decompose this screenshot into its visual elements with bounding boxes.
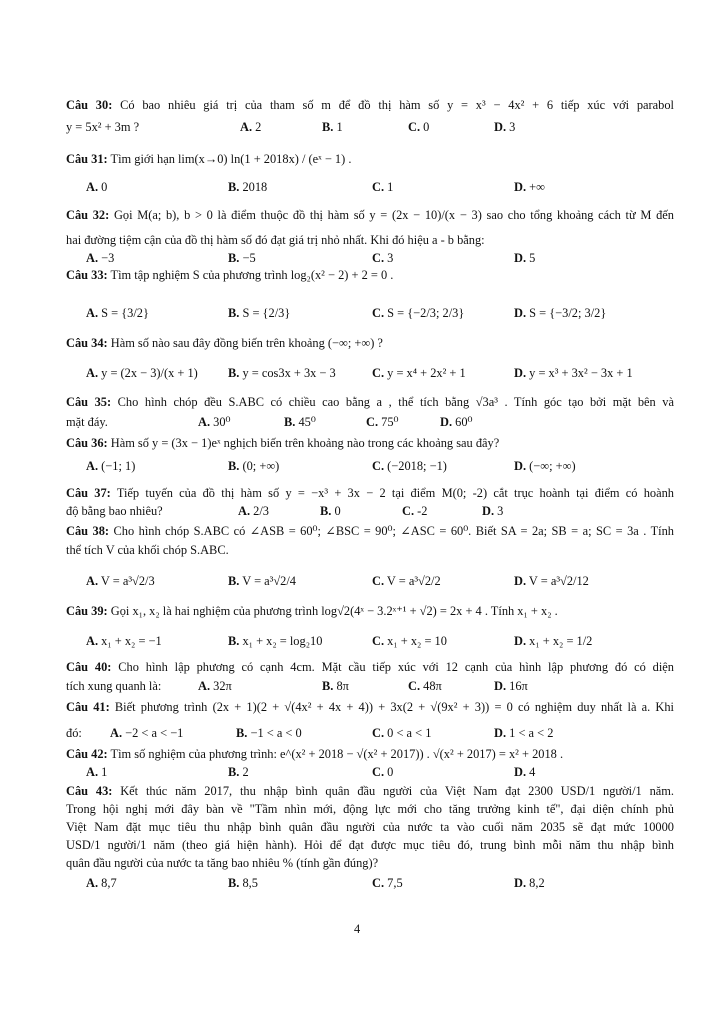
option-c: C. (−2018; −1) bbox=[372, 459, 447, 473]
question-33: Câu 33: Tìm tập nghiệm S của phương trình log₂(x² − 2) + 2 = 0 . bbox=[66, 268, 394, 282]
option-d: D. S = {−3/2; 3/2} bbox=[514, 306, 607, 320]
option-b: B. 8,5 bbox=[228, 876, 258, 890]
option-c: C. S = {−2/3; 2/3} bbox=[372, 306, 465, 320]
question-36: Câu 36: Hàm số y = (3x − 1)eˣ nghịch biến trên khoảng nào trong các khoảng sau đây? bbox=[66, 436, 500, 450]
option-d: D. 60⁰ bbox=[440, 415, 473, 429]
option-b: B. 2 bbox=[228, 765, 249, 779]
option-a: A. 32π bbox=[198, 679, 232, 693]
option-d: D. 5 bbox=[514, 251, 536, 265]
option-c: C. 48π bbox=[408, 679, 442, 693]
option-b: B. 45⁰ bbox=[284, 415, 316, 429]
option-a: A. 1 bbox=[86, 765, 108, 779]
option-a: A. V = a³√2/3 bbox=[86, 574, 155, 588]
question-30-line-1: Câu 30: Có bao nhiêu giá trị của tham số m để đồ thị hàm số y = x³ − 4x² + 6 tiếp xúc với parabol bbox=[66, 98, 674, 112]
option-c: C. 0 < a < 1 bbox=[372, 726, 432, 740]
question-43-line-4: USD/1 người/1 năm (theo giá hiện hành). Hỏi để đạt được mục tiêu đó, trung bình mỗi năm thu nhập bình bbox=[66, 838, 674, 852]
option-b: B. (0; +∞) bbox=[228, 459, 280, 473]
option-c: C. 1 bbox=[372, 180, 394, 194]
question-30-line-2: y = 5x² + 3m ? bbox=[66, 120, 140, 134]
option-b: B. −1 < a < 0 bbox=[236, 726, 302, 740]
question-43-line-5: quân đầu người của nước ta tăng bao nhiêu % (tính gần đúng)? bbox=[66, 856, 379, 870]
option-a: A. −3 bbox=[86, 251, 115, 265]
question-43-line-3: Việt Nam đặt mục tiêu thu nhập bình quân đầu người của nước ta vào cuối năm 2035 sẽ đạt mức 10000 bbox=[66, 820, 674, 834]
option-b: B. y = cos3x + 3x − 3 bbox=[228, 366, 336, 380]
option-d: D. (−∞; +∞) bbox=[514, 459, 576, 473]
page-number: 4 bbox=[354, 922, 361, 936]
question-42: Câu 42: Tìm số nghiệm của phương trình: e^(x² + 2018 − √(x² + 2017)) . √(x² + 2017) = x² + 2018 . bbox=[66, 747, 564, 761]
question-43-line-2: Trong hội nghị mới đây bàn về "Tầm nhìn mới, động lực mới cho tăng trưởng kinh tế", đại diện chính phủ bbox=[66, 802, 674, 816]
option-c: C. 7,5 bbox=[372, 876, 403, 890]
question-32-line-1: Câu 32: Gọi M(a; b), b > 0 là điểm thuộc đồ thị hàm số y = (2x − 10)/(x − 3) sao cho tổng khoảng cách từ M đến bbox=[66, 208, 674, 222]
option-c: C. y = x⁴ + 2x² + 1 bbox=[372, 366, 466, 380]
option-d: D. 16π bbox=[494, 679, 528, 693]
question-34: Câu 34: Hàm số nào sau đây đồng biến trên khoảng (−∞; +∞) ? bbox=[66, 336, 383, 350]
question-38-line-1: Câu 38: Cho hình chóp S.ABC có ∠ASB = 60⁰; ∠BSC = 90⁰; ∠ASC = 60⁰. Biết SA = 2a; SB = a; SC = 3a . Tính bbox=[66, 524, 675, 538]
question-37-line-1: Câu 37: Tiếp tuyến của đồ thị hàm số y = −x³ + 3x − 2 tại điểm M(0; -2) cắt trục hoành tại điểm có hoành bbox=[66, 486, 674, 500]
option-d: D. 8,2 bbox=[514, 876, 545, 890]
question-39: Câu 39: Gọi x₁, x₂ là hai nghiệm của phương trình log√2(4ˣ − 3.2ˣ⁺¹ + √2) = 2x + 4 . Tính x₁ + x₂ . bbox=[66, 604, 558, 618]
option-a: A. −2 < a < −1 bbox=[110, 726, 184, 740]
question-35-line-2: mặt đáy. bbox=[66, 415, 108, 429]
question-43-line-1: Câu 43: Kết thúc năm 2017, thu nhập bình quân đầu người của Việt Nam đạt 2300 USD/1 người/1 năm. bbox=[66, 784, 674, 798]
question-37-line-2: độ bằng bao nhiêu? bbox=[66, 504, 163, 518]
question-40-line-1: Câu 40: Cho hình lập phương có cạnh 4cm. Mặt cầu tiếp xúc với 12 cạnh của hình lập phương đó có diện bbox=[66, 660, 674, 674]
option-d: D. 1 < a < 2 bbox=[494, 726, 554, 740]
option-a: A. 2/3 bbox=[238, 504, 269, 518]
option-b: B. 0 bbox=[320, 504, 341, 518]
option-c: C. 75⁰ bbox=[366, 415, 399, 429]
question-35-line-1: Câu 35: Cho hình chóp đều S.ABC có chiều cao bằng a , thể tích bằng √3a³ . Tính góc tạo bởi mặt bên và bbox=[66, 395, 674, 409]
question-40-line-2: tích xung quanh là: bbox=[66, 679, 162, 693]
option-a: A. S = {3/2} bbox=[86, 306, 149, 320]
option-a: A. 30⁰ bbox=[198, 415, 231, 429]
option-d: D. 4 bbox=[514, 765, 536, 779]
option-a: A. x₁ + x₂ = −1 bbox=[86, 634, 162, 648]
option-a: A. y = (2x − 3)/(x + 1) bbox=[86, 366, 198, 380]
option-a: A. 8,7 bbox=[86, 876, 117, 890]
option-a: A. 2 bbox=[240, 120, 262, 134]
question-41-line-1: Câu 41: Biết phương trình (2x + 1)(2 + √(4x² + 4x + 4)) + 3x(2 + √(9x² + 3)) = 0 có nghiệm duy nhất là a. Khi bbox=[66, 700, 674, 714]
option-d: D. y = x³ + 3x² − 3x + 1 bbox=[514, 366, 633, 380]
option-b: B. S = {2/3} bbox=[228, 306, 291, 320]
option-c: C. 0 bbox=[408, 120, 430, 134]
question-38-line-2: thể tích V của khối chóp S.ABC. bbox=[66, 543, 229, 557]
option-d: D. 3 bbox=[494, 120, 516, 134]
option-b: B. x₁ + x₂ = log₂10 bbox=[228, 634, 323, 648]
option-a: A. (−1; 1) bbox=[86, 459, 136, 473]
option-b: B. V = a³√2/4 bbox=[228, 574, 297, 588]
option-a: A. 0 bbox=[86, 180, 108, 194]
option-c: C. -2 bbox=[402, 504, 428, 518]
option-d: D. x₁ + x₂ = 1/2 bbox=[514, 634, 593, 648]
option-c: C. V = a³√2/2 bbox=[372, 574, 441, 588]
option-d: D. +∞ bbox=[514, 180, 545, 194]
option-c: C. x₁ + x₂ = 10 bbox=[372, 634, 447, 648]
option-c: C. 3 bbox=[372, 251, 394, 265]
question-41-line-2: đó: bbox=[66, 726, 82, 740]
question-31: Câu 31: Tìm giới hạn lim(x→0) ln(1 + 2018x) / (eˣ − 1) . bbox=[66, 152, 352, 166]
question-32-line-2: hai đường tiệm cận của đồ thị hàm số đó đạt giá trị nhỏ nhất. Khi đó hiệu a - b bằng: bbox=[66, 233, 485, 247]
option-d: D. V = a³√2/12 bbox=[514, 574, 589, 588]
option-b: B. −5 bbox=[228, 251, 256, 265]
option-b: B. 1 bbox=[322, 120, 343, 134]
option-c: C. 0 bbox=[372, 765, 394, 779]
option-d: D. 3 bbox=[482, 504, 504, 518]
option-b: B. 2018 bbox=[228, 180, 268, 194]
option-b: B. 8π bbox=[322, 679, 349, 693]
